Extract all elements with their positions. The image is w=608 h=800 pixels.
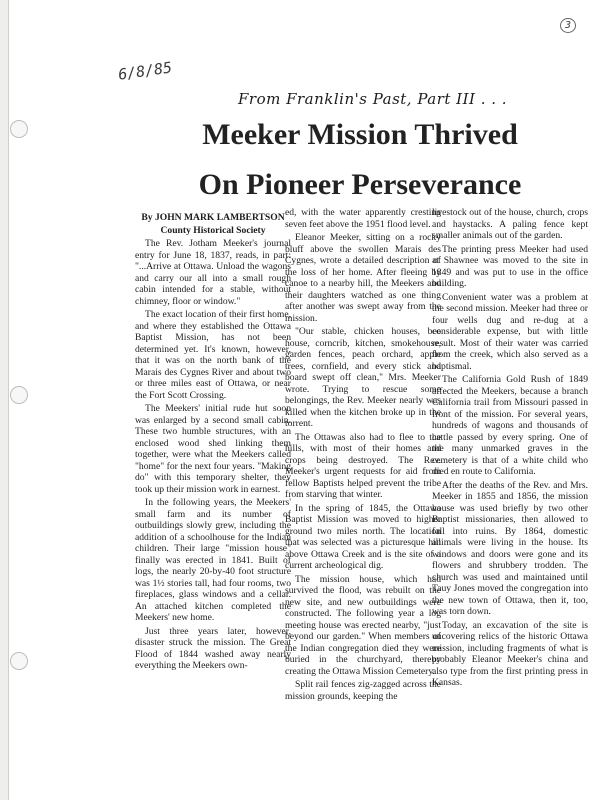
paragraph: ed, with the water apparently cresting seven feet above the 1951 flood level. [285,207,441,230]
handwritten-date: 6/8/85 [117,58,174,84]
punch-hole-middle [10,386,28,404]
paragraph: Eleanor Meeker, sitting on a rocky bluff above the swollen Marais des Cygnes, wrote a detailed description of the loss of her home. After fleeing by canoe to a nearby hill, the Meekers and their daughters watched as one thing after another was swept away from the mission. [285,232,441,324]
paragraph: The exact location of their first home, and where they established the Ottawa Baptist Mission, has not been determined yet. It's known, however, that it was on the north bank of the Marais des Cygnes River and about two or three miles east of Ottawa, or near the Fort Scott Crossing. [135,309,291,401]
paragraph: The Meekers' initial rude hut soon was enlarged by a second small cabin. These two humble structures, with an enclosed wood shed linking them together, were what the Meekers called "home" for the next four years. "Making do" with this temporary shelter, they took up their mission work in earnest. [135,403,291,495]
paragraph: The mission house, which had survived the flood, was rebuilt on the new site, and new outbuildings were constructed. The following year a log meeting house was erected nearby, "just beyond our garden." When members of the Indian congregation died they were buried in the churchyard, thereby creating the Ottawa Mission Cemetery. [285,573,441,677]
paragraph: The printing press Meeker had used at Shawnee was moved to the site in 1849 and was put to use in the office building. [432,243,588,289]
article-column-3 [432,207,588,691]
byline: By JOHN MARK LAMBERTSON [141,212,285,223]
punch-hole-top [10,120,28,138]
paragraph: Just three years later, however, disaster struck the mission. The Great Flood of 1844 washed away nearly everything the Meekers own- [135,625,291,671]
paragraph: "Our stable, chicken houses, bee house, corncrib, kitchen, smokehouse, garden fences, peach orchard, apple trees, cornfield, and every stick and board swept off clean," Mrs. Meeker wrote. Trying to rescue some belongings, the Rev. Meeker nearly was killed when the kitchen broke up in the torrent. [285,326,441,429]
page-edge [0,0,9,800]
paragraph: The Ottawas also had to flee to the hills, with most of their homes and crops being destroyed. The Rev. Meeker's urgent requests for aid from fellow Baptists helped prevent the tribe from starving that winter. [285,431,441,500]
paragraph: Split rail fences zig-zagged across the mission grounds, keeping the [285,679,441,702]
paragraph: In the spring of 1845, the Ottawa Baptist Mission was moved to higher ground two miles north. The location that was selected was a picturesque hill above Ottawa Creek and is the site of a current archeological dig. [285,502,441,571]
series-title: From Franklin's Past, Part III . . . [238,90,508,108]
paragraph: Convenient water was a problem at the second mission. Meeker had three or four wells dug and re-dug at a considerable expense, but with little result. Most of their water was carried from the creek, which also served as a baptismal. [432,291,588,372]
paragraph: The California Gold Rush of 1849 affected the Meekers, because a branch California trail from Missouri passed in front of the mission. For several years, hundreds of wagons and thousands of cattle passed by every spring. One of the many unmarked graves in the cemetery is that of a white child who died en route to California. [432,374,588,477]
paragraph: In the following years, the Meekers' small farm and its number of outbuildings slowly grew, including the addition of a schoolhouse for the Indian children. Their large "mission house" finally was erected in 1841. Built of logs, the nearly 20-by-40 foot structure was 1½ stories tall, had four rooms, two fireplaces, glass windows and a cellar. An attached kitchen completed the Meekers' new home. [135,497,291,623]
punch-hole-bottom [10,652,28,670]
headline-line-1: Meeker Mission Thrived [202,118,518,151]
handwritten-page-number: 3 [560,18,576,33]
paragraph: After the deaths of the Rev. and Mrs. Meeker in 1855 and 1856, the mission house was used briefly by two other Baptist missionaries, then allowed to fall into ruins. By 1864, domestic animals were living in the house. Its windows and doors were gone and its flowers and shrubbery trodden. The church was used and maintained until Tauy Jones moved the congregation into the new town of Ottawa, then it, too, was torn down. [432,479,588,617]
article-column-1 [135,212,291,674]
article-column-2 [285,207,441,704]
paragraph: livestock out of the house, church, crops and haystacks. A paling fence kept smaller animals out of the garden. [432,207,588,241]
headline-line-2: On Pioneer Perseverance [198,168,522,201]
byline-affiliation: County Historical Society [160,224,266,236]
paragraph: The Rev. Jotham Meeker's journal entry for June 18, 1837, reads, in part: "...Arrive at Ottawa. Unload the wagons and carry our all into a small rough cabin intended for a stable, without chimney, floor or window." [135,238,291,307]
paragraph: Today, an excavation of the site is uncovering relics of the historic Ottawa mission, including fragments of what is probably Eleanor Meeker's china and also type from the first printing press in Kansas. [432,619,588,688]
